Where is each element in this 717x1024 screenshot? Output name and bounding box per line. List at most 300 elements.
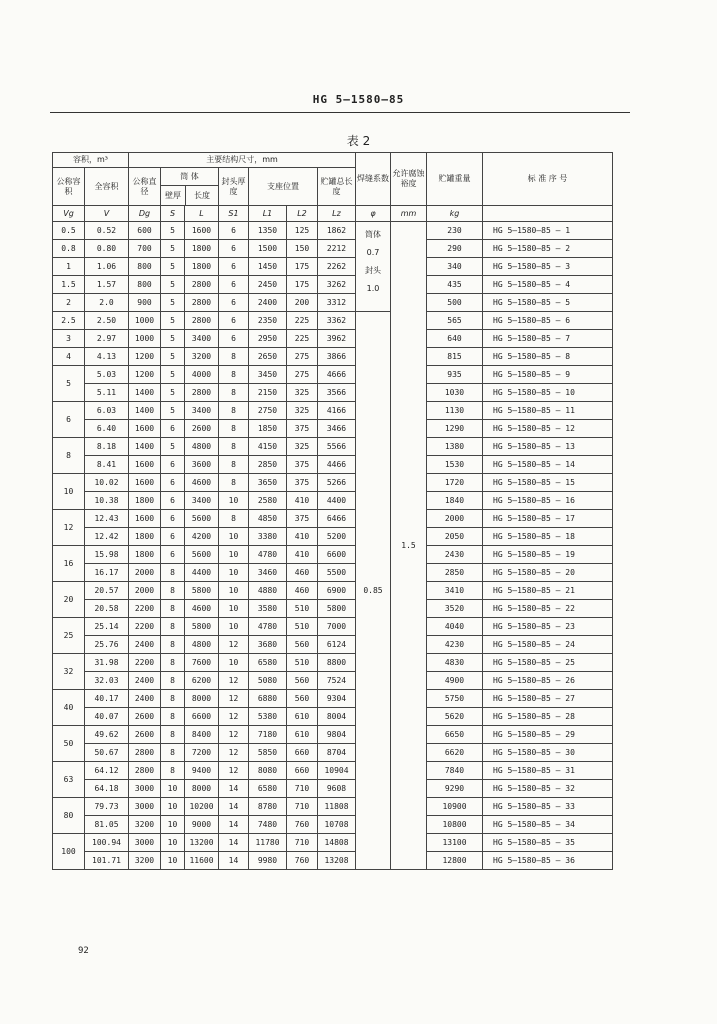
head-thickness-cell: 10 <box>219 528 249 546</box>
table-row <box>53 690 613 708</box>
tank-weight-cell: 815 <box>427 348 483 366</box>
full-volume-cell: 50.67 <box>85 744 129 762</box>
standard-number-cell: HG 5—1580—85 — 24 <box>483 636 613 654</box>
table-row <box>53 582 613 600</box>
length-cell: 8000 <box>185 690 219 708</box>
length-cell: 5600 <box>185 546 219 564</box>
wall-thickness-cell: 8 <box>161 762 185 780</box>
length-cell: 4000 <box>185 366 219 384</box>
full-volume-cell: 0.80 <box>85 240 129 258</box>
support-l2-cell: 150 <box>287 240 318 258</box>
tank-weight-cell: 2850 <box>427 564 483 582</box>
length-cell: 1800 <box>185 258 219 276</box>
full-volume-cell: 64.12 <box>85 762 129 780</box>
table-row <box>53 240 613 258</box>
full-volume-cell: 20.58 <box>85 600 129 618</box>
wall-thickness-header: 壁厚 <box>161 186 186 205</box>
support-l2-cell: 460 <box>287 582 318 600</box>
table-row <box>53 276 613 294</box>
total-length-cell: 9304 <box>318 690 356 708</box>
standard-number-cell: HG 5—1580—85 — 35 <box>483 834 613 852</box>
table-row <box>53 726 613 744</box>
length-cell: 11600 <box>185 852 219 870</box>
length-cell: 3400 <box>185 402 219 420</box>
weld-coefficient-shell-label: 筒体 <box>365 230 381 239</box>
head-thickness-cell: 8 <box>219 348 249 366</box>
support-l2-cell: 375 <box>287 420 318 438</box>
wall-thickness-cell: 6 <box>161 492 185 510</box>
weld-coefficient-head-value: 1.0 <box>366 284 380 293</box>
table-row <box>53 312 613 330</box>
tank-weight-cell: 1530 <box>427 456 483 474</box>
head-thickness-cell: 12 <box>219 708 249 726</box>
diameter-cell: 800 <box>129 276 161 294</box>
symbol-lz: Lz <box>318 206 356 222</box>
nominal-volume-cell: 12 <box>53 510 85 546</box>
tank-weight-cell: 1720 <box>427 474 483 492</box>
length-cell: 3600 <box>185 456 219 474</box>
total-length-cell: 8800 <box>318 654 356 672</box>
full-volume-cell: 101.71 <box>85 852 129 870</box>
support-l2-cell: 510 <box>287 654 318 672</box>
head-thickness-cell: 6 <box>219 258 249 276</box>
full-volume-cell: 12.43 <box>85 510 129 528</box>
tank-weight-cell: 4040 <box>427 618 483 636</box>
full-volume-cell: 16.17 <box>85 564 129 582</box>
head-thickness-cell: 6 <box>219 294 249 312</box>
total-length-cell: 3312 <box>318 294 356 312</box>
standard-number-cell: HG 5—1580—85 — 15 <box>483 474 613 492</box>
standard-number-cell: HG 5—1580—85 — 11 <box>483 402 613 420</box>
support-l1-cell: 3450 <box>249 366 287 384</box>
header-rule <box>50 112 630 113</box>
diameter-cell: 1600 <box>129 474 161 492</box>
diameter-cell: 3200 <box>129 852 161 870</box>
standard-number-cell: HG 5—1580—85 — 25 <box>483 654 613 672</box>
support-l1-cell: 3580 <box>249 600 287 618</box>
standard-number-cell: HG 5—1580—85 — 34 <box>483 816 613 834</box>
tank-weight-cell: 13100 <box>427 834 483 852</box>
wall-thickness-cell: 8 <box>161 726 185 744</box>
standard-number-cell: HG 5—1580—85 — 26 <box>483 672 613 690</box>
head-thickness-cell: 12 <box>219 672 249 690</box>
tank-weight-cell: 1290 <box>427 420 483 438</box>
support-l2-cell: 560 <box>287 672 318 690</box>
total-length-cell: 7000 <box>318 618 356 636</box>
diameter-cell: 1800 <box>129 492 161 510</box>
table-row <box>53 366 613 384</box>
wall-thickness-cell: 10 <box>161 816 185 834</box>
support-l2-cell: 200 <box>287 294 318 312</box>
support-l1-cell: 1500 <box>249 240 287 258</box>
standard-number-cell: HG 5—1580—85 — 30 <box>483 744 613 762</box>
weld-coefficient-header: 焊缝系数 <box>356 153 391 206</box>
head-thickness-cell: 6 <box>219 240 249 258</box>
support-l1-cell: 7180 <box>249 726 287 744</box>
nominal-volume-cell: 20 <box>53 582 85 618</box>
total-length-cell: 8704 <box>318 744 356 762</box>
standard-number-cell: HG 5—1580—85 — 5 <box>483 294 613 312</box>
full-volume-cell: 49.62 <box>85 726 129 744</box>
nominal-volume-cell: 1.5 <box>53 276 85 294</box>
total-length-cell: 6900 <box>318 582 356 600</box>
support-l1-cell: 5080 <box>249 672 287 690</box>
head-thickness-cell: 10 <box>219 618 249 636</box>
full-volume-cell: 40.17 <box>85 690 129 708</box>
diameter-cell: 1000 <box>129 330 161 348</box>
nominal-volume-cell: 6 <box>53 402 85 438</box>
length-cell: 10200 <box>185 798 219 816</box>
standard-number-cell: HG 5—1580—85 — 4 <box>483 276 613 294</box>
support-l2-cell: 175 <box>287 258 318 276</box>
length-cell: 5800 <box>185 618 219 636</box>
length-cell: 8000 <box>185 780 219 798</box>
wall-thickness-cell: 8 <box>161 672 185 690</box>
support-l1-cell: 2150 <box>249 384 287 402</box>
length-cell: 4800 <box>185 438 219 456</box>
support-l1-cell: 6580 <box>249 780 287 798</box>
support-l1-cell: 2400 <box>249 294 287 312</box>
diameter-cell: 900 <box>129 294 161 312</box>
support-l2-cell: 275 <box>287 366 318 384</box>
length-cell: 9400 <box>185 762 219 780</box>
tank-weight-cell: 565 <box>427 312 483 330</box>
table-row <box>53 222 613 240</box>
table-row <box>53 744 613 762</box>
table-row <box>53 492 613 510</box>
length-cell: 1600 <box>185 222 219 240</box>
standard-number-cell: HG 5—1580—85 — 13 <box>483 438 613 456</box>
support-l2-cell: 560 <box>287 690 318 708</box>
diameter-cell: 1600 <box>129 510 161 528</box>
wall-thickness-cell: 8 <box>161 744 185 762</box>
head-thickness-cell: 6 <box>219 330 249 348</box>
total-length-cell: 4166 <box>318 402 356 420</box>
tank-weight-cell: 5750 <box>427 690 483 708</box>
page-number: 92 <box>78 946 89 956</box>
nominal-volume-cell: 25 <box>53 618 85 654</box>
total-length-cell: 4666 <box>318 366 356 384</box>
nominal-volume-cell: 100 <box>53 834 85 870</box>
support-l1-cell: 2580 <box>249 492 287 510</box>
wall-thickness-cell: 6 <box>161 546 185 564</box>
tank-weight-cell: 5620 <box>427 708 483 726</box>
full-volume-cell: 5.03 <box>85 366 129 384</box>
head-thickness-cell: 8 <box>219 402 249 420</box>
wall-thickness-cell: 10 <box>161 798 185 816</box>
standard-number-cell: HG 5—1580—85 — 8 <box>483 348 613 366</box>
table-row <box>53 564 613 582</box>
tank-weight-cell: 1840 <box>427 492 483 510</box>
support-position-header: 支座位置 <box>249 168 318 206</box>
support-l1-cell: 4780 <box>249 618 287 636</box>
length-cell: 8400 <box>185 726 219 744</box>
full-volume-cell: 20.57 <box>85 582 129 600</box>
length-cell: 3200 <box>185 348 219 366</box>
table-row <box>53 636 613 654</box>
total-length-cell: 6124 <box>318 636 356 654</box>
nominal-volume-cell: 10 <box>53 474 85 510</box>
page-header: HG 5—1580—85 <box>312 93 405 106</box>
length-cell: 2600 <box>185 420 219 438</box>
wall-thickness-cell: 8 <box>161 708 185 726</box>
support-l1-cell: 1350 <box>249 222 287 240</box>
tank-weight-cell: 3520 <box>427 600 483 618</box>
nominal-volume-cell: 3 <box>53 330 85 348</box>
head-thickness-cell: 8 <box>219 366 249 384</box>
support-l1-cell: 1450 <box>249 258 287 276</box>
standard-number-cell: HG 5—1580—85 — 19 <box>483 546 613 564</box>
volume-group-header: 容积，m³ <box>53 153 129 168</box>
total-length-cell: 5266 <box>318 474 356 492</box>
support-l2-cell: 510 <box>287 600 318 618</box>
full-volume-cell: 5.11 <box>85 384 129 402</box>
support-l1-cell: 2450 <box>249 276 287 294</box>
symbol-l: L <box>185 206 219 222</box>
support-l1-cell: 8080 <box>249 762 287 780</box>
table-row <box>53 546 613 564</box>
shell-header-cell <box>161 168 219 206</box>
wall-thickness-cell: 8 <box>161 654 185 672</box>
wall-thickness-cell: 5 <box>161 330 185 348</box>
total-length-cell: 5566 <box>318 438 356 456</box>
head-thickness-cell: 14 <box>219 798 249 816</box>
support-l2-cell: 760 <box>287 852 318 870</box>
support-l2-cell: 375 <box>287 474 318 492</box>
symbol-phi: φ <box>356 206 391 222</box>
support-l1-cell: 2650 <box>249 348 287 366</box>
nominal-volume-cell: 0.8 <box>53 240 85 258</box>
support-l1-cell: 8780 <box>249 798 287 816</box>
tank-weight-cell: 3410 <box>427 582 483 600</box>
support-l1-cell: 2850 <box>249 456 287 474</box>
support-l1-cell: 4150 <box>249 438 287 456</box>
head-thickness-cell: 14 <box>219 780 249 798</box>
nominal-volume-cell: 1 <box>53 258 85 276</box>
nominal-volume-cell: 0.5 <box>53 222 85 240</box>
standard-number-cell: HG 5—1580—85 — 32 <box>483 780 613 798</box>
table-row <box>53 330 613 348</box>
length-cell: 2800 <box>185 294 219 312</box>
tank-weight-cell: 435 <box>427 276 483 294</box>
total-length-cell: 7524 <box>318 672 356 690</box>
support-l2-cell: 410 <box>287 528 318 546</box>
total-length-cell: 3566 <box>318 384 356 402</box>
tank-weight-cell: 935 <box>427 366 483 384</box>
standard-number-cell: HG 5—1580—85 — 28 <box>483 708 613 726</box>
head-thickness-cell: 8 <box>219 510 249 528</box>
total-length-cell: 4466 <box>318 456 356 474</box>
table-row <box>53 528 613 546</box>
diameter-cell: 2000 <box>129 582 161 600</box>
full-volume-cell: 10.38 <box>85 492 129 510</box>
wall-thickness-cell: 8 <box>161 600 185 618</box>
table-row <box>53 510 613 528</box>
table-row <box>53 672 613 690</box>
full-volume-cell: 40.07 <box>85 708 129 726</box>
standard-number-cell: HG 5—1580—85 — 31 <box>483 762 613 780</box>
full-volume-cell: 31.98 <box>85 654 129 672</box>
total-length-cell: 5800 <box>318 600 356 618</box>
nominal-volume-cell: 40 <box>53 690 85 726</box>
standard-number-cell: HG 5—1580—85 — 16 <box>483 492 613 510</box>
head-thickness-cell: 10 <box>219 564 249 582</box>
wall-thickness-cell: 6 <box>161 456 185 474</box>
total-length-cell: 1862 <box>318 222 356 240</box>
full-volume-cell: 25.14 <box>85 618 129 636</box>
symbol-dg: Dg <box>129 206 161 222</box>
wall-thickness-cell: 5 <box>161 294 185 312</box>
symbol-mm: mm <box>391 206 427 222</box>
standard-number-cell: HG 5—1580—85 — 18 <box>483 528 613 546</box>
head-thickness-cell: 10 <box>219 546 249 564</box>
table-row <box>53 474 613 492</box>
nominal-volume-cell: 16 <box>53 546 85 582</box>
total-length-cell: 6600 <box>318 546 356 564</box>
support-l1-cell: 9980 <box>249 852 287 870</box>
support-l2-cell: 610 <box>287 726 318 744</box>
full-volume-cell: 2.97 <box>85 330 129 348</box>
head-thickness-cell: 8 <box>219 456 249 474</box>
full-volume-cell: 0.52 <box>85 222 129 240</box>
head-thickness-cell: 14 <box>219 852 249 870</box>
corrosion-allowance-cell: 1.5 <box>391 222 427 870</box>
nominal-volume-header: 公称容积 <box>53 168 85 206</box>
head-thickness-cell: 12 <box>219 744 249 762</box>
length-cell: 2800 <box>185 276 219 294</box>
total-length-cell: 3262 <box>318 276 356 294</box>
support-l1-cell: 11780 <box>249 834 287 852</box>
support-l2-cell: 410 <box>287 546 318 564</box>
support-l1-cell: 7480 <box>249 816 287 834</box>
length-cell: 4600 <box>185 600 219 618</box>
tank-weight-cell: 2050 <box>427 528 483 546</box>
table-row <box>53 600 613 618</box>
support-l2-cell: 175 <box>287 276 318 294</box>
diameter-cell: 1400 <box>129 438 161 456</box>
diameter-cell: 2000 <box>129 564 161 582</box>
diameter-cell: 2400 <box>129 672 161 690</box>
support-l2-cell: 325 <box>287 402 318 420</box>
wall-thickness-cell: 10 <box>161 834 185 852</box>
full-volume-cell: 1.06 <box>85 258 129 276</box>
support-l1-cell: 2750 <box>249 402 287 420</box>
diameter-cell: 2200 <box>129 600 161 618</box>
diameter-cell: 2400 <box>129 636 161 654</box>
wall-thickness-cell: 8 <box>161 582 185 600</box>
diameter-cell: 3000 <box>129 780 161 798</box>
support-l1-cell: 5850 <box>249 744 287 762</box>
length-cell: 9000 <box>185 816 219 834</box>
full-volume-cell: 1.57 <box>85 276 129 294</box>
total-length-cell: 6466 <box>318 510 356 528</box>
diameter-cell: 2600 <box>129 726 161 744</box>
nominal-volume-cell: 80 <box>53 798 85 834</box>
total-length-cell: 4400 <box>318 492 356 510</box>
support-l2-cell: 760 <box>287 816 318 834</box>
full-volume-cell: 2.0 <box>85 294 129 312</box>
diameter-cell: 800 <box>129 258 161 276</box>
diameter-cell: 1200 <box>129 348 161 366</box>
table-row <box>53 258 613 276</box>
total-length-cell: 5200 <box>318 528 356 546</box>
total-length-cell: 5500 <box>318 564 356 582</box>
head-thickness-header: 封头厚度 <box>219 168 249 206</box>
full-volume-cell: 10.02 <box>85 474 129 492</box>
support-l2-cell: 710 <box>287 798 318 816</box>
head-thickness-cell: 8 <box>219 384 249 402</box>
tank-weight-cell: 2430 <box>427 546 483 564</box>
standard-number-cell: HG 5—1580—85 — 27 <box>483 690 613 708</box>
wall-thickness-cell: 5 <box>161 438 185 456</box>
nominal-volume-cell: 5 <box>53 366 85 402</box>
full-volume-cell: 2.50 <box>85 312 129 330</box>
total-length-cell: 14808 <box>318 834 356 852</box>
support-l1-cell: 4880 <box>249 582 287 600</box>
total-length-cell: 3962 <box>318 330 356 348</box>
table-row <box>53 456 613 474</box>
diameter-cell: 3000 <box>129 798 161 816</box>
wall-thickness-cell: 6 <box>161 528 185 546</box>
full-volume-cell: 6.03 <box>85 402 129 420</box>
wall-thickness-cell: 5 <box>161 258 185 276</box>
length-cell: 3400 <box>185 330 219 348</box>
table-title: 表 2 <box>346 134 371 148</box>
support-l1-cell: 4780 <box>249 546 287 564</box>
head-thickness-cell: 12 <box>219 690 249 708</box>
full-volume-cell: 79.73 <box>85 798 129 816</box>
full-volume-cell: 15.98 <box>85 546 129 564</box>
head-thickness-cell: 12 <box>219 636 249 654</box>
length-header: 长度 <box>194 191 210 200</box>
full-volume-cell: 8.41 <box>85 456 129 474</box>
nominal-volume-cell: 63 <box>53 762 85 798</box>
support-l1-cell: 3650 <box>249 474 287 492</box>
total-length-cell: 3466 <box>318 420 356 438</box>
support-l2-cell: 375 <box>287 510 318 528</box>
support-l2-cell: 125 <box>287 222 318 240</box>
support-l2-cell: 460 <box>287 564 318 582</box>
standard-number-cell: HG 5—1580—85 — 23 <box>483 618 613 636</box>
full-volume-cell: 32.03 <box>85 672 129 690</box>
diameter-cell: 2800 <box>129 762 161 780</box>
symbol-s: S <box>161 206 185 222</box>
support-l2-cell: 660 <box>287 762 318 780</box>
total-length-cell: 9608 <box>318 780 356 798</box>
support-l2-cell: 325 <box>287 384 318 402</box>
weld-coefficient-rest-cell: 0.85 <box>356 312 391 870</box>
total-length-cell: 8004 <box>318 708 356 726</box>
diameter-cell: 2400 <box>129 690 161 708</box>
tank-weight-cell: 4230 <box>427 636 483 654</box>
nominal-diameter-header: 公称直径 <box>129 168 161 206</box>
diameter-cell: 2200 <box>129 618 161 636</box>
wall-thickness-cell: 8 <box>161 618 185 636</box>
full-volume-header: 全容积 <box>85 168 129 206</box>
support-l1-cell: 1850 <box>249 420 287 438</box>
tank-weight-cell: 500 <box>427 294 483 312</box>
support-l1-cell: 3680 <box>249 636 287 654</box>
wall-thickness-cell: 8 <box>161 564 185 582</box>
wall-thickness-cell: 6 <box>161 474 185 492</box>
full-volume-cell: 25.76 <box>85 636 129 654</box>
length-cell: 7200 <box>185 744 219 762</box>
standard-number-cell: HG 5—1580—85 — 29 <box>483 726 613 744</box>
support-l1-cell: 3380 <box>249 528 287 546</box>
symbol-vg: Vg <box>53 206 85 222</box>
head-thickness-cell: 12 <box>219 762 249 780</box>
total-length-cell: 10708 <box>318 816 356 834</box>
